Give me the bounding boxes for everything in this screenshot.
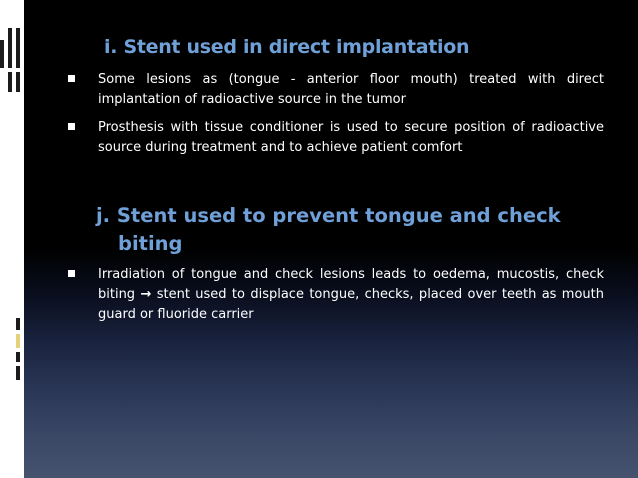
right-arrow-icon: →: [140, 287, 152, 302]
decor-bar: [8, 72, 12, 92]
bullet-text-part2: stent used to displace tongue, checks, placed over teeth as mouth guard or fluoride carrier: [98, 287, 604, 322]
square-bullet-icon: [68, 123, 75, 130]
decor-bar: [16, 318, 20, 330]
decor-bar: [16, 352, 20, 362]
decor-bar: [16, 72, 20, 92]
decor-bar: [16, 28, 20, 68]
decor-bar: [16, 366, 20, 380]
decor-bar: [0, 40, 4, 68]
heading-j-line2: biting: [118, 232, 183, 255]
left-accent-strip: [0, 0, 24, 478]
section-heading-i: i. Stent used in direct implantation: [104, 36, 470, 58]
bullet-item: [68, 265, 604, 325]
heading-j-line1: j. Stent used to prevent tongue and check: [96, 204, 561, 227]
square-bullet-icon: [68, 270, 75, 277]
section-heading-j: [96, 202, 604, 258]
bullet-text: [98, 265, 604, 325]
decor-bar: [8, 28, 12, 68]
bullet-text: Prosthesis with tissue conditioner is used to secure position of radioactive source during treatment and to achieve patient comfort: [98, 120, 604, 155]
bullet-text: Some lesions as (tongue - anterior floor mouth) treated with direct implantation of radioactive source in the tumor: [98, 72, 604, 107]
bullet-item: [68, 118, 604, 158]
decor-bar-yellow: [16, 334, 20, 348]
bullet-item: [68, 70, 604, 110]
square-bullet-icon: [68, 75, 75, 82]
bullet-text-part1: Irradiation of tongue and check lesions leads to oedema, mucostis, check biting: [98, 267, 604, 302]
